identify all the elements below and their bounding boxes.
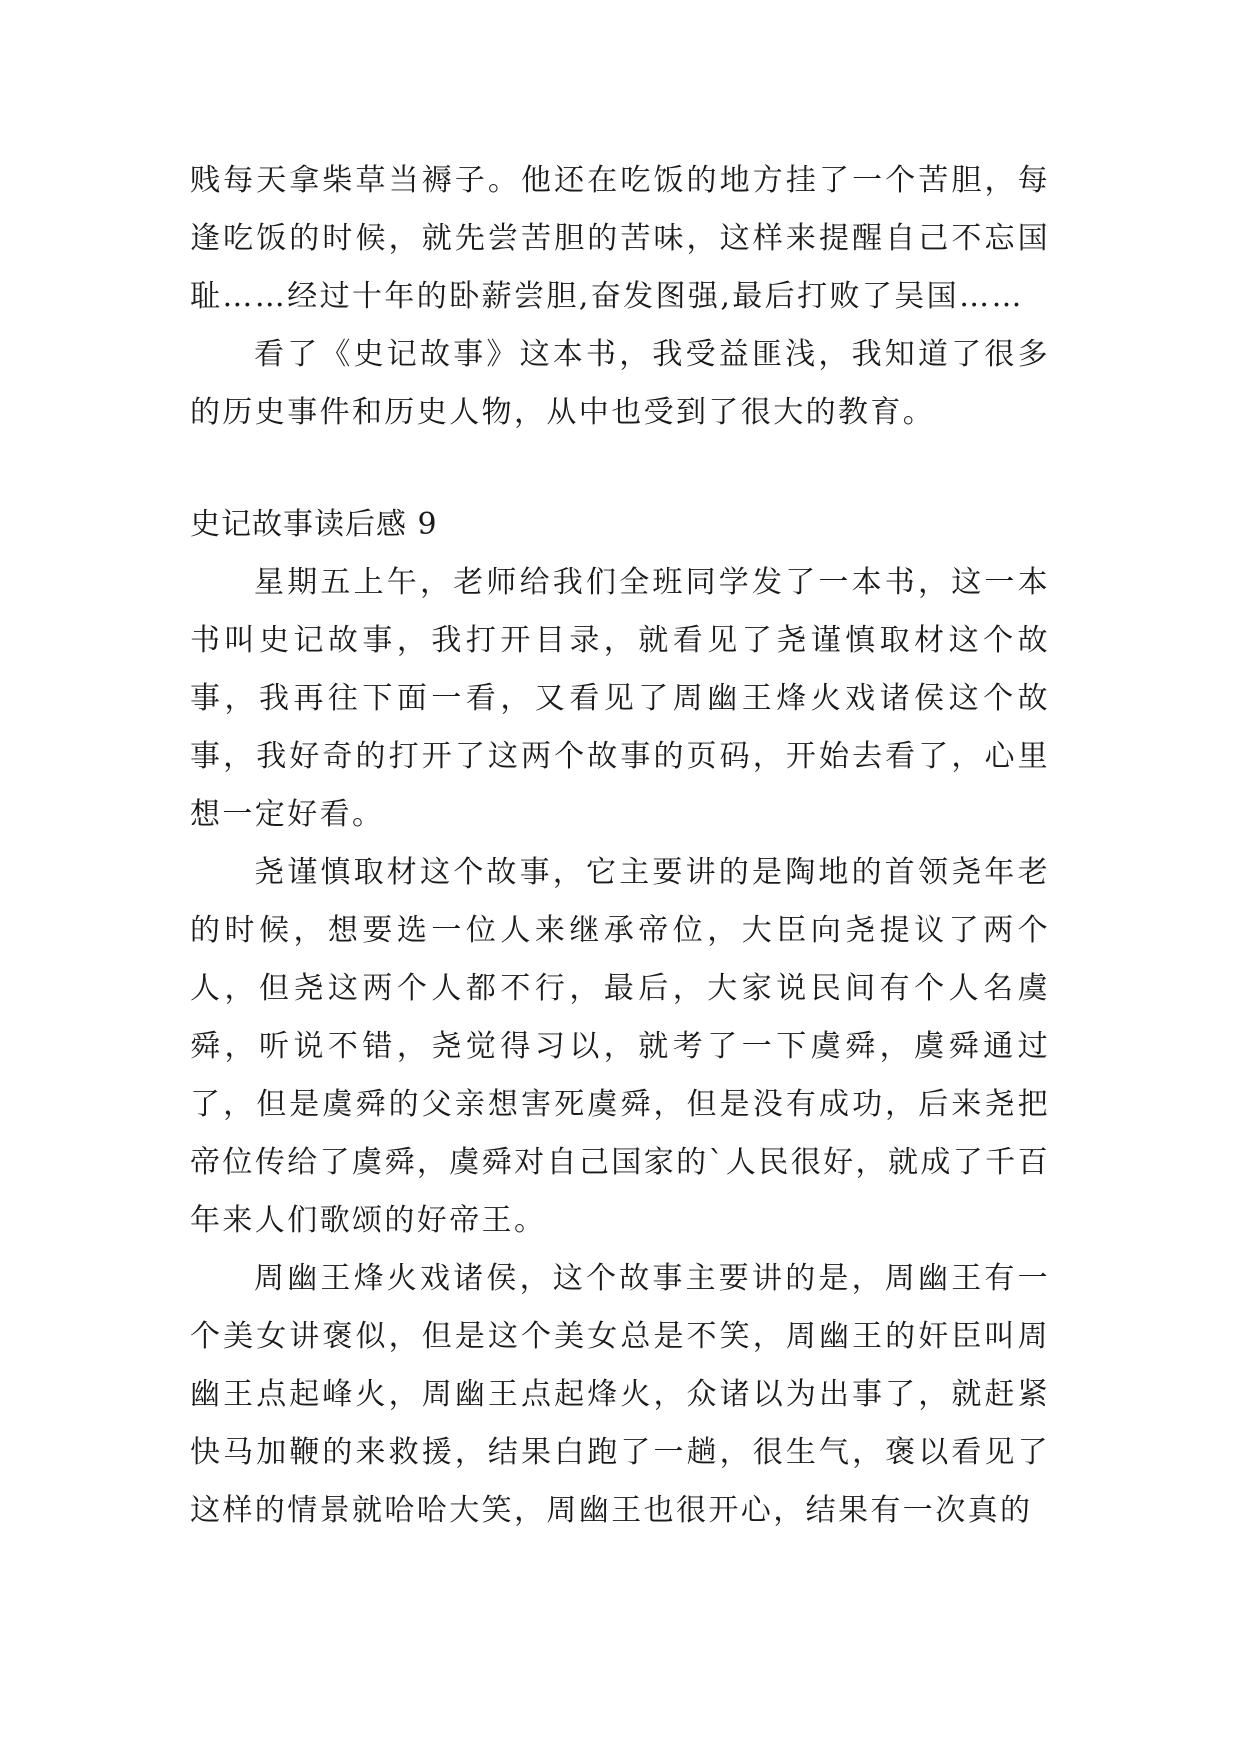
paragraph-zhou-story: 周幽王烽火戏诸侯，这个故事主要讲的是，周幽王有一个美女讲褒似，但是这个美女总是不笑，周幽王的奸臣叫周幽王点起峰火，周幽王点起烽火，众诸以为出事了，就赶紧快马加鞭的来救援，结果白跑了一趟，很生气，褒以看见了这样的情景就哈哈大笑，周幽王也很开心，结果有一次真的 (190, 1261, 1050, 1528)
paragraph-yao-story: 尧谨慎取材这个故事，它主要讲的是陶地的首领尧年老的时候，想要选一位人来继承帝位，大臣向尧提议了两个人，但尧这两个人都不行，最后，大家说民间有个人名虞舜，听说不错，尧觉得习以，就考了一下虞舜，虞舜通过了，但是虞舜的父亲想害死虞舜，但是没有成功，后来尧把帝位传给了虞舜，虞舜对自己国家的`人民很好，就成了千百年来人们歌颂的好帝王。 (190, 855, 1050, 1238)
document-body (190, 152, 1050, 1540)
paragraph-intro: 星期五上午，老师给我们全班同学发了一本书，这一本书叫史记故事，我打开目录，就看见了尧谨慎取材这个故事，我再往下面一看，又看见了周幽王烽火戏诸侯这个故事，我好奇的打开了这两个故事的页码，开始去看了，心里想一定好看。 (190, 565, 1050, 832)
paragraph-conclusion: 看了《史记故事》这本书，我受益匪浅，我知道了很多的历史事件和历史人物，从中也受到了很大的教育。 (190, 337, 1050, 430)
section-title: 史记故事读后感 9 (190, 507, 438, 542)
paragraph-continued: 贱每天拿柴草当褥子。他还在吃饭的地方挂了一个苦胆，每逢吃饭的时候，就先尝苦胆的苦味，这样来提醒自己不忘国耻……经过十年的卧薪尝胆,奋发图强,最后打败了吴国…… (190, 163, 1050, 314)
